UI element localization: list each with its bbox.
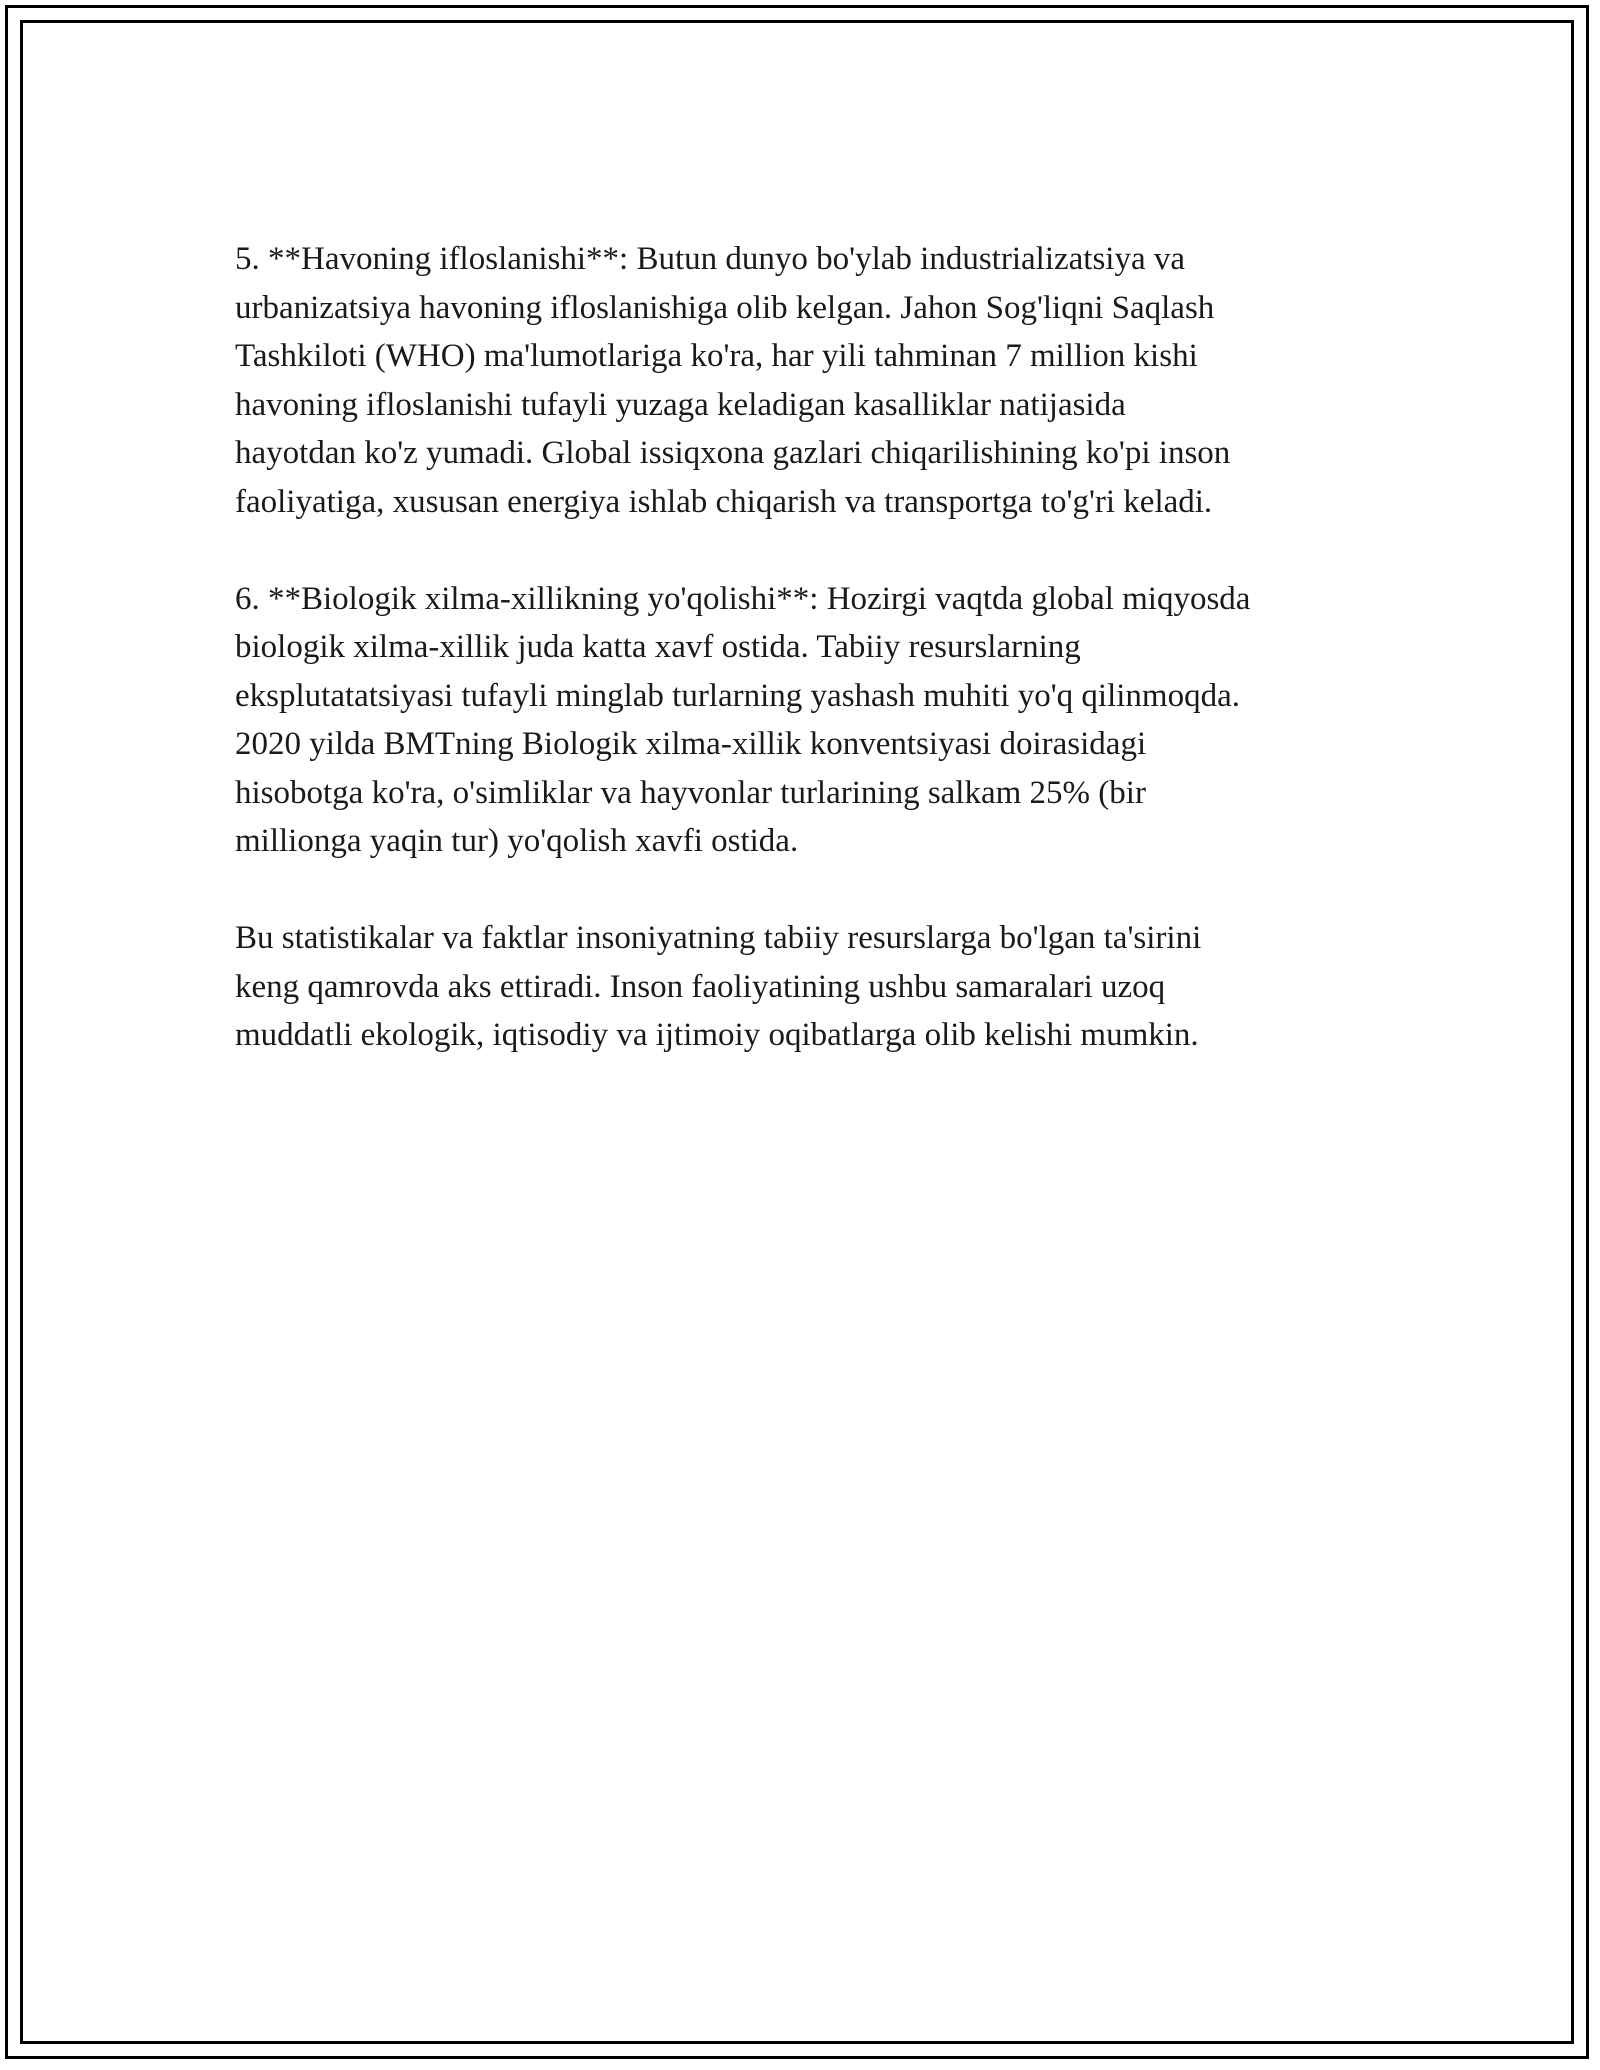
paragraph-air-pollution: 5. **Havoning ifloslanishi**: Butun dunyo bo'ylab industrializatsiya va urbanizatsiya havoning ifloslanishiga olib kelgan. Jahon Sog'liqni Saqlash Tashkiloti (WHO) ma'lumotlariga ko'ra, har yili tahminan 7 million kishi havoning ifloslanishi tufayli yuzaga keladigan kasalliklar natijasida hayotdan ko'z yumadi. Global issiqxona gazlari chiqarilishining ko'pi inson faoliyatiga, xususan energiya ishlab chiqarish va transportga to'g'ri keladi.	[235, 241, 1231, 520]
paragraph-conclusion: Bu statistikalar va faktlar insoniyatning tabiiy resurslarga bo'lgan ta'sirini keng qamrovda aks ettiradi. Inson faoliyatining ushbu samaralari uzoq muddatli ekologik, iqtisodiy va ijtimoiy oqibatlarga olib kelishi mumkin.	[235, 920, 1202, 1053]
paragraph-biodiversity-loss: 6. **Biologik xilma-xillikning yo'qolishi**: Hozirgi vaqtda global miqyosda biologik xilma-xillik juda katta xavf ostida. Tabiiy resurslarning eksplutatatsiyasi tufayli minglab turlarning yashash muhiti yo'q qilinmoqda. 2020 yilda BMTning Biologik xilma-xillik konventsiyasi doirasidagi hisobotga ko'ra, o'simliklar va hayvonlar turlarining salkam 25% (bir millionga yaqin tur) yo'qolish xavfi ostida.	[235, 580, 1251, 859]
document-body	[235, 235, 1395, 1108]
